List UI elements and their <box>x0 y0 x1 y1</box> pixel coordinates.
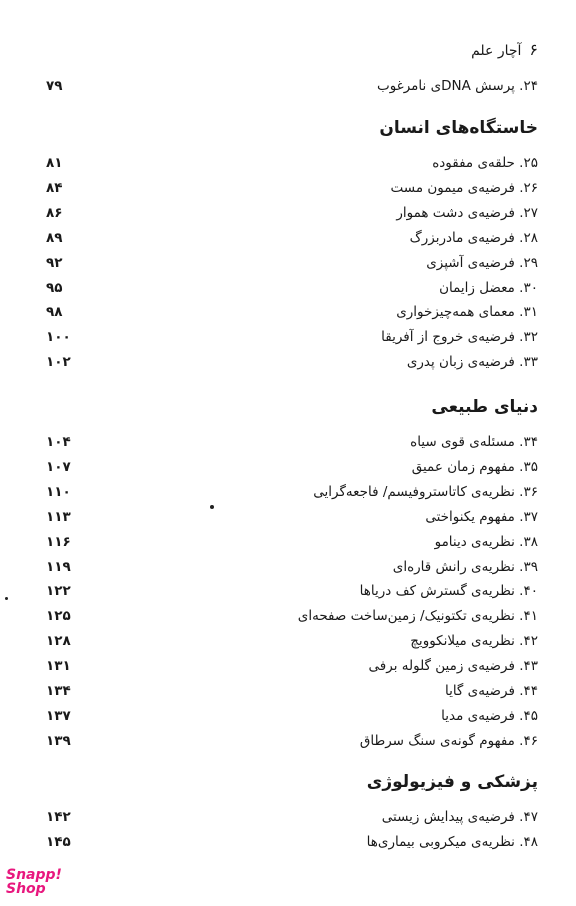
book-title: آچار علم <box>471 43 522 59</box>
logo-line-1: Snapp! <box>6 867 62 883</box>
page-number: ۶ <box>529 40 538 59</box>
toc-entry-page: ۱۳۱ <box>46 658 71 675</box>
toc-entry-title: ۴۸. نظریه‌ی میکروبی بیماری‌ها <box>366 833 538 850</box>
toc-entry-title: ۳۰. معضل زایمان <box>439 279 538 296</box>
toc-entry-title: ۳۸. نظریه‌ی دینامو <box>434 533 538 550</box>
toc-entry-page: ۹۲ <box>46 254 63 271</box>
toc-entry <box>0 350 576 374</box>
toc-entry <box>0 251 576 275</box>
toc-entry-page: ۱۲۸ <box>46 633 71 650</box>
toc-entry-title: ۲۷. فرضیه‌ی دشت هموار <box>396 204 538 221</box>
toc-entry-page: ۱۰۷ <box>46 458 71 475</box>
toc-entry-title: ۲۹. فرضیه‌ی آشپزی <box>426 254 538 271</box>
toc-entry-page: ۱۲۵ <box>46 608 71 625</box>
toc-entry <box>0 201 576 225</box>
toc-entry-title: ۳۶. نظریه‌ی کاتاستروفیسم/ فاجعه‌گرایی <box>313 483 538 500</box>
toc-entry <box>0 704 576 728</box>
toc-entry <box>0 505 576 529</box>
toc-entry <box>0 629 576 653</box>
page-header <box>471 40 538 59</box>
toc-entry-title: ۴۷. فرضیه‌ی پیدایش زیستی <box>381 809 538 825</box>
toc-entry-title: ۲۸. فرضیه‌ی مادربزرگ <box>409 229 538 246</box>
toc-entry-page: ۸۱ <box>46 155 63 171</box>
toc-entry-page: ۱۱۶ <box>46 533 71 550</box>
toc-entry-page: ۱۳۹ <box>46 732 71 749</box>
toc-entry-title: ۳۵. مفهوم زمان عمیق <box>411 458 538 475</box>
toc-entry-page: ۱۱۰ <box>46 483 71 500</box>
toc-entry <box>0 430 576 454</box>
toc-entry-title: ۳۷. مفهوم یکنواختی <box>425 508 538 525</box>
toc-entry-page: ۱۴۲ <box>46 809 71 825</box>
toc-entry <box>0 300 576 324</box>
toc-entry <box>0 151 576 175</box>
toc-entry-title: ۴۳. فرضیه‌ی زمین گلوله برفی <box>368 658 538 675</box>
toc-entry-title: ۲۴. پرسش DNAی نامرغوب <box>376 78 538 94</box>
section-heading: پزشکی و فیزیولوژی <box>366 772 538 792</box>
toc-entry <box>0 830 576 854</box>
toc-entry-title: ۴۶. مفهوم گونه‌ی سنگ سرطاق <box>359 732 538 749</box>
toc-entry-page: ۱۳۷ <box>46 707 71 724</box>
toc-entry-title: ۳۴. مسئله‌ی قوی سیاه <box>410 434 538 450</box>
toc-entry-title: ۴۱. نظریه‌ی تکتونیک/ زمین‌ساخت صفحه‌ای <box>297 608 538 625</box>
toc-entry-page: ۸۹ <box>46 229 63 246</box>
toc-entry-title: ۳۲. فرضیه‌ی خروج از آفریقا <box>381 329 538 346</box>
toc-entry <box>0 226 576 250</box>
toc-entry-title: ۴۵. فرضیه‌ی مدیا <box>441 707 538 724</box>
toc-entry-title: ۴۰. نظریه‌ی گسترش کف دریاها <box>359 583 538 600</box>
toc-entry <box>0 325 576 349</box>
scan-speck <box>210 505 214 509</box>
toc-entry-page: ۱۱۹ <box>46 558 71 575</box>
toc-entry-page: ۱۱۳ <box>46 508 71 525</box>
toc-entry-page: ۸۴ <box>46 179 63 196</box>
toc-entry <box>0 805 576 829</box>
section-heading: خاستگاه‌های انسان <box>379 118 538 138</box>
toc-entry <box>0 579 576 603</box>
toc-entry-title: ۳۳. فرضیه‌ی زبان پدری <box>406 354 538 371</box>
toc-entry-page: ۷۹ <box>46 78 63 94</box>
toc-entry-page: ۱۰۲ <box>46 354 71 371</box>
toc-entry <box>0 455 576 479</box>
toc-entry <box>0 530 576 554</box>
snappshop-logo <box>6 868 62 896</box>
toc-entry-page: ۱۳۴ <box>46 683 71 699</box>
toc-entry <box>0 679 576 703</box>
toc-entry <box>0 555 576 579</box>
toc-entry-page: ۱۲۲ <box>46 583 71 600</box>
toc-entry <box>0 176 576 200</box>
toc-entry-page: ۱۰۰ <box>46 329 71 346</box>
toc-entry <box>0 654 576 678</box>
toc-entry-page: ۹۵ <box>46 279 63 296</box>
toc-entry <box>0 74 576 98</box>
toc-entry-page: ۱۰۴ <box>46 434 71 450</box>
toc-entry-page: ۱۴۵ <box>46 833 71 850</box>
toc-entry <box>0 480 576 504</box>
toc-entry <box>0 729 576 753</box>
toc-entry <box>0 604 576 628</box>
toc-entry-title: ۴۲. نظریه‌ی میلانکوویچ <box>410 633 538 650</box>
scan-speck <box>5 597 8 600</box>
toc-entry-title: ۳۹. نظریه‌ی رانش قاره‌ای <box>392 558 538 575</box>
toc-entry-page: ۹۸ <box>46 304 63 321</box>
toc-entry-title: ۳۱. معمای همه‌چیزخواری <box>396 304 538 321</box>
toc-entry-title: ۴۴. فرضیه‌ی گایا <box>444 683 538 699</box>
section-heading: دنیای طبیعی <box>431 397 538 417</box>
toc-entry-title: ۲۵. حلقه‌ی مفقوده <box>432 155 538 171</box>
logo-line-2: Shop <box>6 881 46 897</box>
toc-entry <box>0 276 576 300</box>
toc-entry-page: ۸۶ <box>46 204 63 221</box>
toc-entry-title: ۲۶. فرضیه‌ی میمون مست <box>390 179 538 196</box>
